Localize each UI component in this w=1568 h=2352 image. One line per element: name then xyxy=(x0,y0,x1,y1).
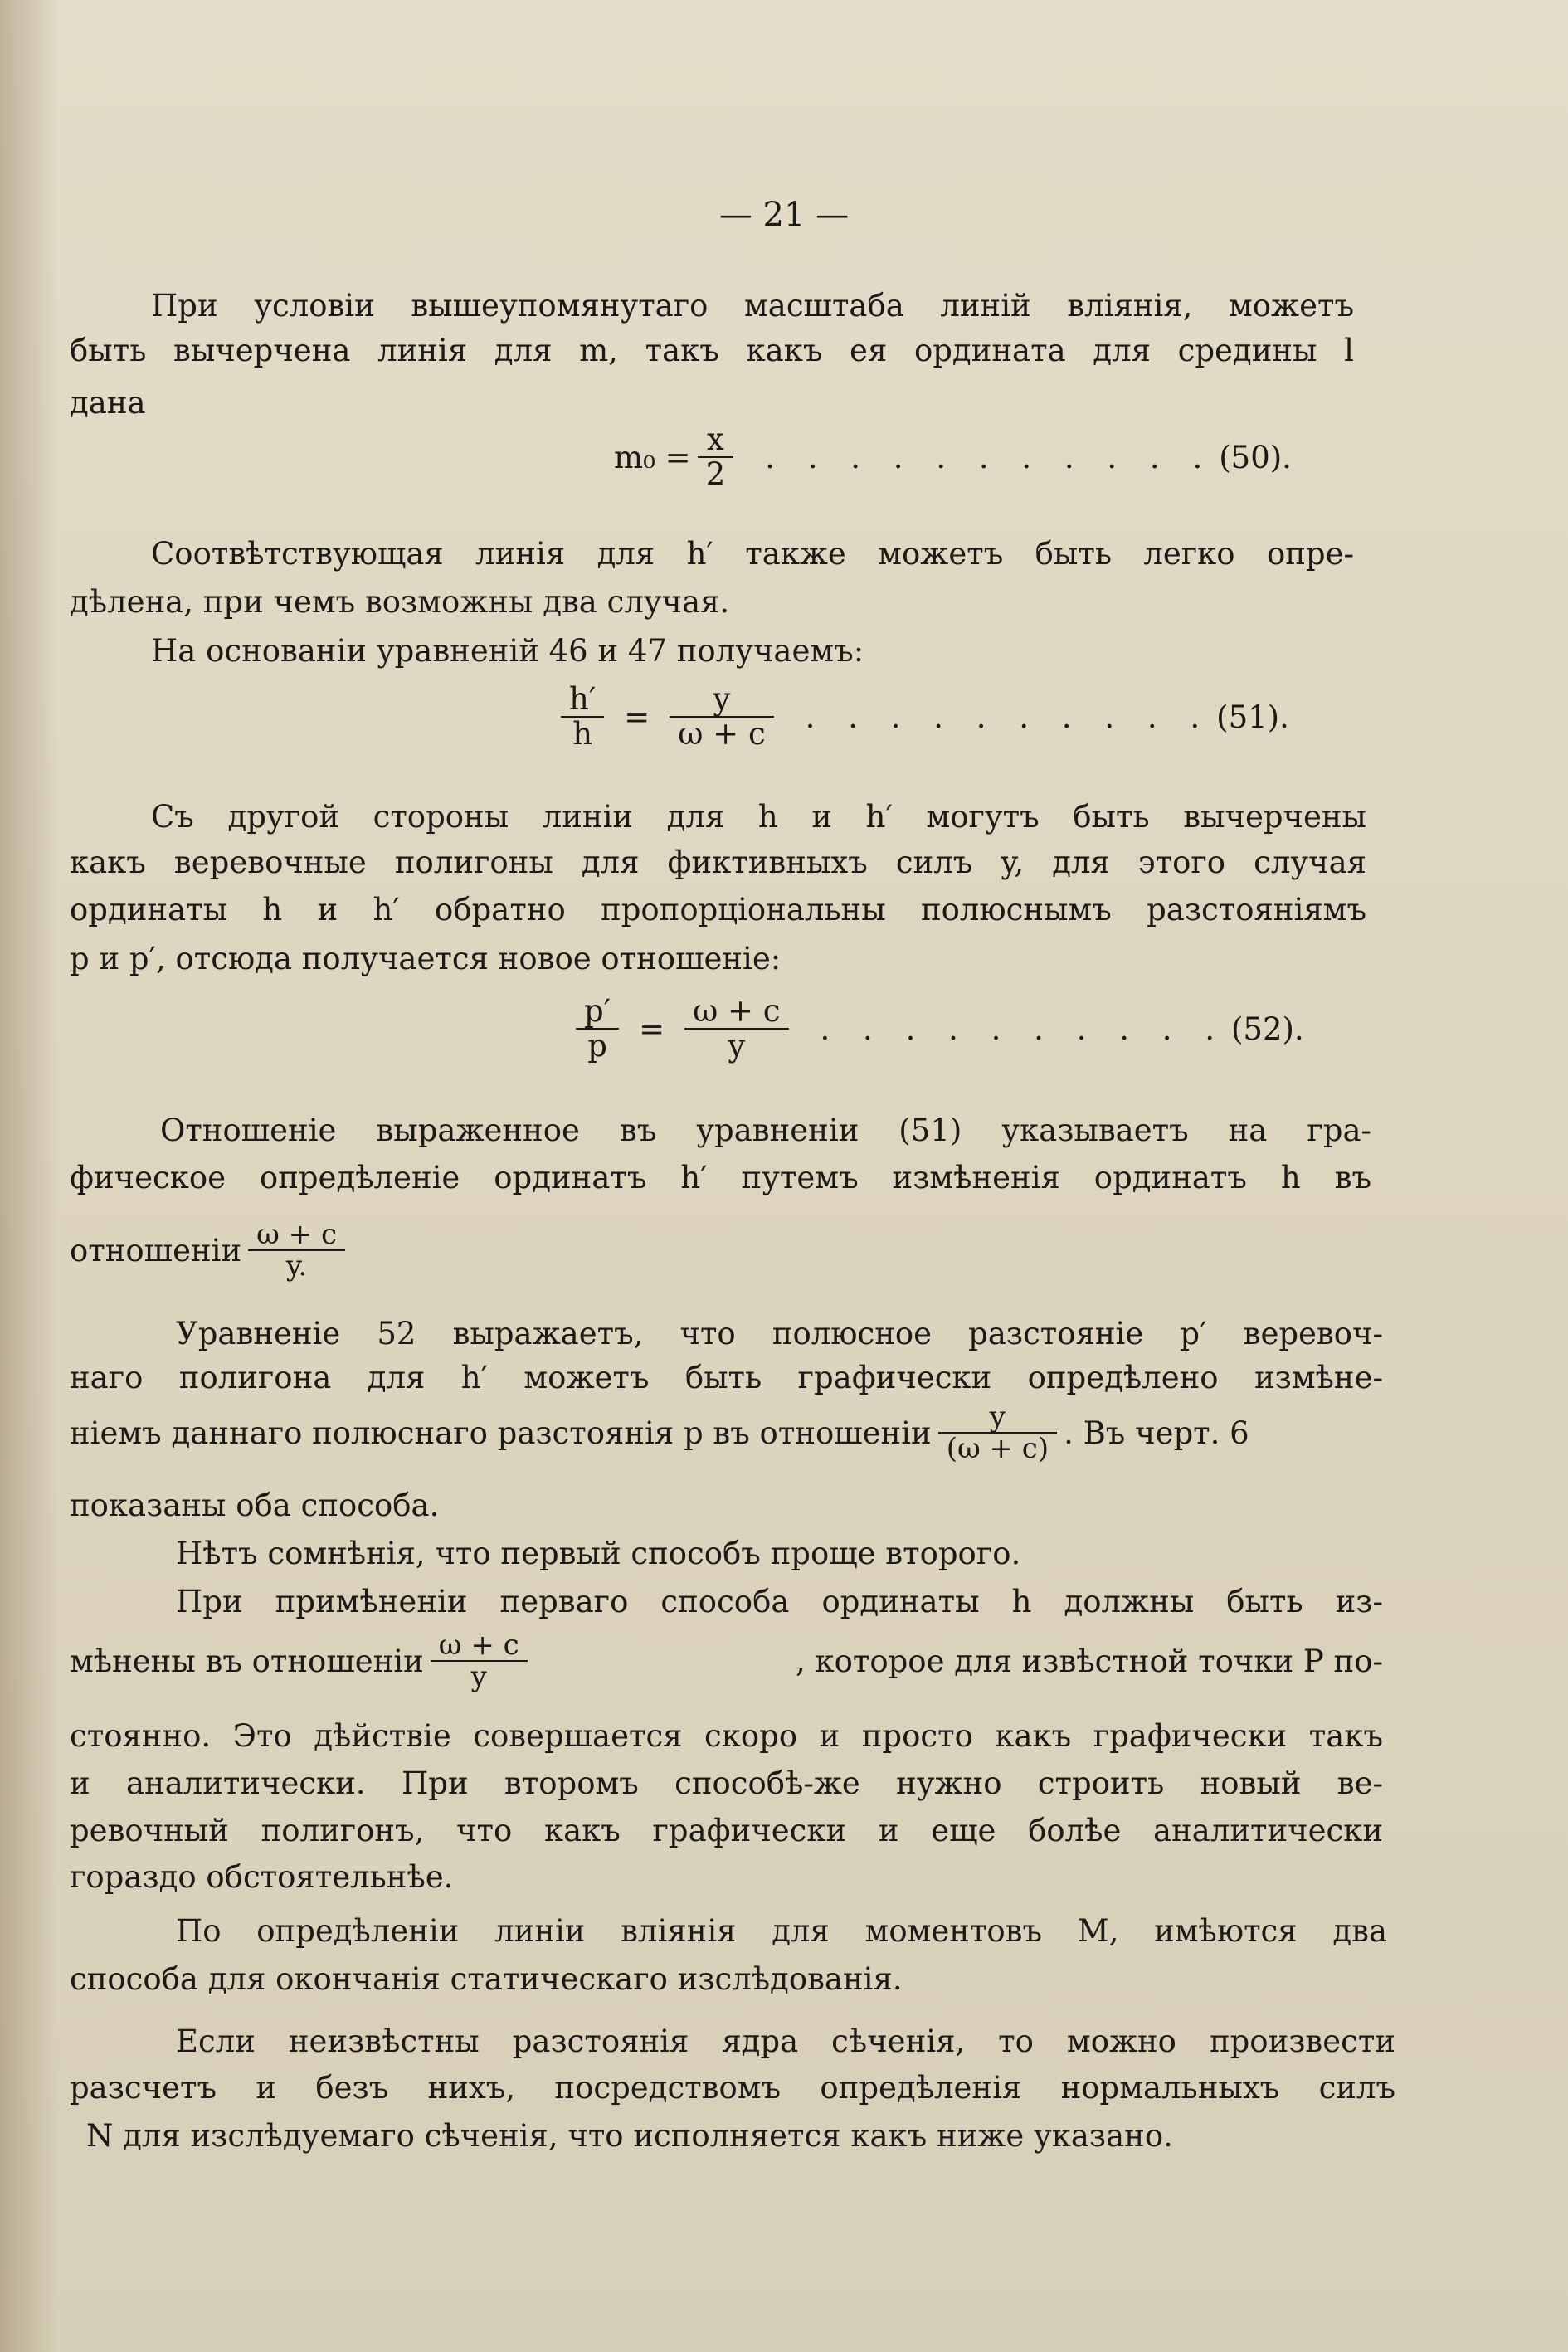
text-line: дана xyxy=(70,385,146,421)
text-line: При примѣненіи перваго способа ординаты h должны быть из- xyxy=(176,1584,1383,1619)
eq50-fraction xyxy=(698,423,734,491)
eq50-numerator: x xyxy=(707,421,724,457)
text-line: Соотвѣтствующая линія для h′ также можетъ быть легко опре- xyxy=(151,536,1354,572)
eq50-denominator: 2 xyxy=(705,456,726,492)
eq51-left-denominator: h xyxy=(572,716,593,752)
text-line: разсчетъ и безъ нихъ, посредствомъ опредѣленія нормальныхъ силъ xyxy=(70,2070,1395,2106)
text-line: Если неизвѣстны разстоянія ядра сѣченія, то можно произвести xyxy=(176,2023,1395,2059)
inline-text: отношеніи xyxy=(70,1232,242,1269)
text-line: и аналитически. При второмъ способѣ-же нужно строить новый ве- xyxy=(70,1765,1383,1801)
page-number: — 21 — xyxy=(718,196,850,234)
inline-text: ніемъ даннаго полюснаго разстоянія p въ отношеніи xyxy=(70,1415,932,1451)
text-line: N для изслѣдуемаго сѣченія, что исполняется какъ ниже указано. xyxy=(86,2118,1173,2154)
fraction-denominator: (ω + c) xyxy=(946,1432,1049,1465)
inline-text: . Въ черт. 6 xyxy=(1064,1415,1249,1451)
text-line: какъ веревочные полигоны для фиктивныхъ силъ y, для этого случая xyxy=(70,845,1366,880)
leader-dots: . . . . . . . . . . xyxy=(820,1010,1226,1047)
eq51-right-numerator: y xyxy=(713,681,731,717)
text-line: дѣлена, при чемъ возможны два случая. xyxy=(70,584,730,620)
text-line: По опредѣленіи линіи вліянія для моментовъ M, имѣются два xyxy=(176,1913,1387,1949)
text-line: Съ другой стороны линіи для h и h′ могутъ быть вычерчены xyxy=(151,799,1366,835)
text-line: Уравненіе 52 выражаетъ, что полюсное разстояніе p′ веревоч- xyxy=(176,1316,1383,1351)
text-line: ревочный полигонъ, что какъ графически и еще болѣе аналитически xyxy=(70,1813,1383,1848)
text-line-with-fraction xyxy=(70,1220,352,1281)
eq52-left-numerator: p′ xyxy=(584,993,611,1029)
eq50-lhs: m₀ = xyxy=(614,439,691,475)
leader-dots: . . . . . . . . . . xyxy=(805,699,1212,735)
eq51-right-denominator: ω + c xyxy=(678,716,766,752)
equation-number: (50). xyxy=(1219,439,1292,475)
text-line: Отношеніе выраженное въ уравненіи (51) указываетъ на гра- xyxy=(160,1113,1371,1148)
text-line: ординаты h и h′ обратно пропорціональны полюснымъ разстояніямъ xyxy=(70,892,1366,928)
text-line: фическое опредѣленіе ординатъ h′ путемъ измѣненія ординатъ h въ xyxy=(70,1160,1371,1195)
equals-sign: = xyxy=(624,699,650,735)
text-line-with-fraction xyxy=(70,1402,1249,1463)
fraction-numerator: ω + c xyxy=(438,1629,519,1662)
text-line: p и p′, отсюда получается новое отношеніе: xyxy=(70,941,782,976)
inline-group xyxy=(70,1630,534,1692)
text-line: стоянно. Это дѣйствіе совершается скоро и просто какъ графически такъ xyxy=(70,1718,1383,1754)
inline-fraction xyxy=(431,1630,528,1692)
text-line: При условіи вышеупомянутаго масштаба линій вліянія, можетъ xyxy=(151,288,1354,324)
equation-number: (52). xyxy=(1231,1010,1304,1047)
eq52-right-numerator: ω + c xyxy=(693,993,781,1029)
eq52-left-denominator: p xyxy=(587,1028,607,1064)
text-line: наго полигона для h′ можетъ быть графически опредѣлено измѣне- xyxy=(70,1360,1383,1395)
text-line: быть вычерчена линія для m, такъ какъ ея ордината для средины l xyxy=(70,333,1354,368)
text-line: Нѣтъ сомнѣнія, что первый способъ проще второго. xyxy=(176,1536,1021,1571)
eq52-left-fraction xyxy=(576,995,619,1063)
equation-52 xyxy=(569,995,1304,1063)
inline-text: , которое для извѣстной точки P по- xyxy=(795,1643,1383,1679)
eq51-left-numerator: h′ xyxy=(569,681,597,717)
equation-number: (51). xyxy=(1216,699,1289,735)
inline-text: мѣнены въ отношеніи xyxy=(70,1643,424,1679)
eq52-right-denominator: y xyxy=(728,1028,746,1064)
text-line: показаны оба способа. xyxy=(70,1488,440,1523)
eq52-right-fraction xyxy=(684,995,788,1063)
fraction-numerator: ω + c xyxy=(256,1218,338,1251)
eq51-right-fraction xyxy=(670,683,773,751)
inline-fraction xyxy=(248,1220,345,1281)
text-line: способа для окончанія статическаго изслѣдованія. xyxy=(70,1961,903,1997)
text-line-with-fraction xyxy=(70,1630,1383,1692)
fraction-denominator: y xyxy=(470,1660,487,1693)
equation-51 xyxy=(554,683,1289,751)
fraction-denominator: y. xyxy=(285,1249,308,1283)
equation-50 xyxy=(614,423,1292,491)
leader-dots: . . . . . . . . . . . xyxy=(765,439,1215,475)
inline-fraction xyxy=(938,1402,1057,1463)
equals-sign: = xyxy=(639,1010,665,1047)
fraction-numerator: y xyxy=(989,1400,1006,1434)
text-line: На основаніи уравненій 46 и 47 получаемъ: xyxy=(151,633,864,669)
text-line: гораздо обстоятельнѣе. xyxy=(70,1859,454,1895)
eq51-left-fraction xyxy=(561,683,604,751)
